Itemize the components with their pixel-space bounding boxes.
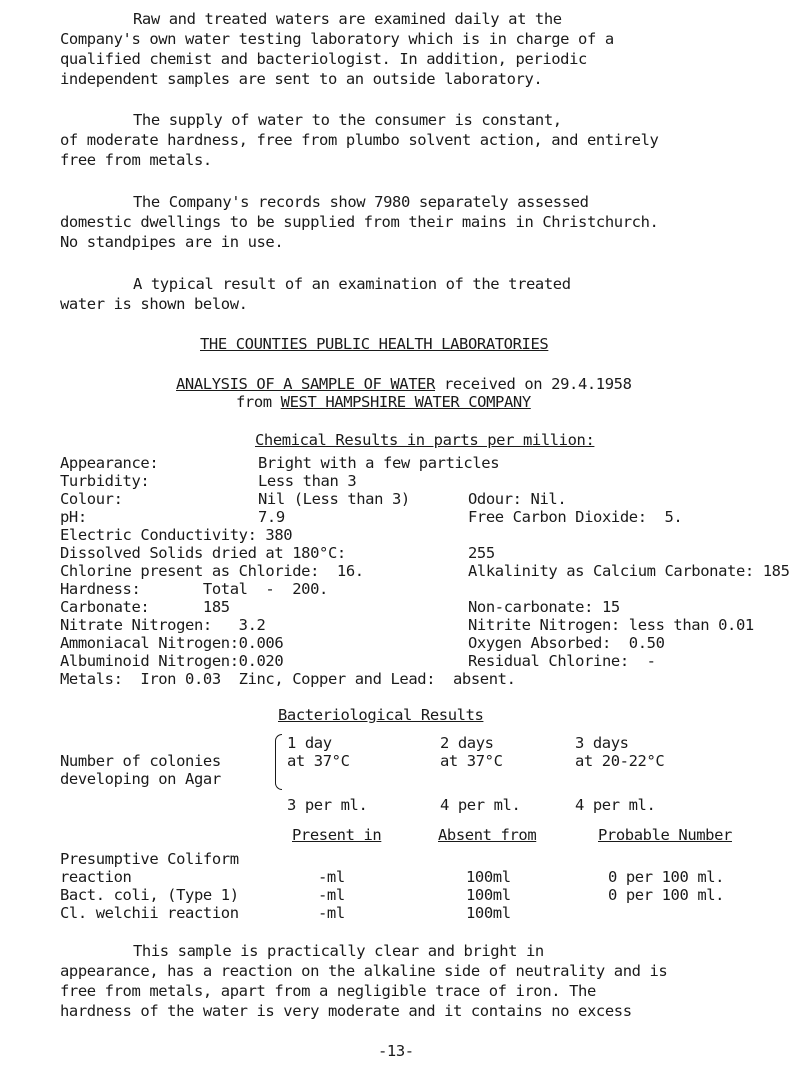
ammoniacal: Ammoniacal Nitrogen:0.006: [60, 634, 284, 652]
header-probable: Probable Number: [598, 826, 732, 844]
row2-probable: 0 per 100 ml.: [608, 886, 725, 904]
received-date: received on 29.4.1958: [435, 375, 632, 393]
nitrate: Nitrate Nitrogen: 3.2: [60, 616, 266, 634]
dissolved-solids-value: 255: [468, 544, 495, 562]
colonies-label-1: Number of colonies: [60, 752, 221, 770]
free-co2: Free Carbon Dioxide: 5.: [468, 508, 683, 526]
header-absent: Absent from: [438, 826, 537, 844]
header-present: Present in: [292, 826, 382, 844]
closing-line3: free from metals, apart from a negligible trace of iron. The: [60, 982, 596, 1000]
closing-line2: appearance, has a reaction on the alkaline side of neutrality and is: [60, 962, 668, 980]
turbidity-label: Turbidity:: [60, 472, 150, 490]
col2-temp: at 37°C: [440, 752, 503, 770]
col3-temp: at 20-22°C: [575, 752, 665, 770]
col3-period: 3 days: [575, 734, 629, 752]
metals: Metals: Iron 0.03 Zinc, Copper and Lead: absent.: [60, 670, 516, 688]
conductivity: Electric Conductivity: 380: [60, 526, 293, 544]
col2-count: 4 per ml.: [440, 796, 521, 814]
intro-p4-line2: water is shown below.: [60, 295, 248, 313]
from-prefix: from: [236, 393, 281, 411]
from-line: [236, 393, 531, 411]
nitrite: Nitrite Nitrogen: less than 0.01: [468, 616, 754, 634]
row1-present: -ml: [318, 868, 345, 886]
col1-period: 1 day: [287, 734, 332, 752]
oxygen-absorbed: Oxygen Absorbed: 0.50: [468, 634, 665, 652]
ph-value: 7.9: [258, 508, 285, 526]
intro-p2-line3: free from metals.: [60, 151, 212, 169]
intro-p4-line1: A typical result of an examination of the treated: [133, 275, 571, 293]
brace: [275, 734, 282, 790]
row1-label2: reaction: [60, 868, 132, 886]
colonies-label-2: developing on Agar: [60, 770, 221, 788]
intro-p1-line3: qualified chemist and bacteriologist. In addition, periodic: [60, 50, 587, 68]
closing-line4: hardness of the water is very moderate and it contains no excess: [60, 1002, 632, 1020]
intro-p1-line1: Raw and treated waters are examined daily at the: [133, 10, 562, 28]
row1-absent: 100ml: [466, 868, 511, 886]
intro-p2-line2: of moderate hardness, free from plumbo solvent action, and entirely: [60, 131, 659, 149]
analysis-prefix: ANALYSIS OF A SAMPLE OF WATER: [176, 375, 436, 393]
analysis-line: [176, 375, 632, 393]
intro-p3-line1: The Company's records show 7980 separately assessed: [133, 193, 589, 211]
row2-absent: 100ml: [466, 886, 511, 904]
row1-probable: 0 per 100 ml.: [608, 868, 725, 886]
intro-p2-line1: The supply of water to the consumer is constant,: [133, 111, 562, 129]
intro-p3-line3: No standpipes are in use.: [60, 233, 284, 251]
hardness: Hardness: Total - 200.: [60, 580, 328, 598]
from-company: WEST HAMPSHIRE WATER COMPANY: [280, 393, 531, 411]
colour-value: Nil (Less than 3): [258, 490, 410, 508]
intro-p1-line4: independent samples are sent to an outside laboratory.: [60, 70, 543, 88]
intro-p1-line2: Company's own water testing laboratory which is in charge of a: [60, 30, 614, 48]
chlorine: Chlorine present as Chloride: 16.: [60, 562, 364, 580]
colour-label: Colour:: [60, 490, 123, 508]
alkalinity: Alkalinity as Calcium Carbonate: 185: [468, 562, 790, 580]
turbidity-value: Less than 3: [258, 472, 357, 490]
row3-present: -ml: [318, 904, 345, 922]
non-carbonate: Non-carbonate: 15: [468, 598, 620, 616]
chemical-heading: Chemical Results in parts per million:: [255, 431, 595, 449]
ph-label: pH:: [60, 508, 87, 526]
appearance-label: Appearance:: [60, 454, 159, 472]
dissolved-solids: Dissolved Solids dried at 180°C:: [60, 544, 346, 562]
row3-label1: Cl. welchii reaction: [60, 904, 239, 922]
row2-label1: Bact. coli, (Type 1): [60, 886, 239, 904]
residual-chlorine: Residual Chlorine: -: [468, 652, 656, 670]
intro-p3-line2: domestic dwellings to be supplied from their mains in Christchurch.: [60, 213, 659, 231]
col2-period: 2 days: [440, 734, 494, 752]
col3-count: 4 per ml.: [575, 796, 656, 814]
albuminoid: Albuminoid Nitrogen:0.020: [60, 652, 284, 670]
col1-temp: at 37°C: [287, 752, 350, 770]
lab-name: THE COUNTIES PUBLIC HEALTH LABORATORIES: [200, 335, 549, 353]
odour: Odour: Nil.: [468, 490, 567, 508]
closing-line1: This sample is practically clear and bright in: [133, 942, 544, 960]
col1-count: 3 per ml.: [287, 796, 368, 814]
page-number: -13-: [378, 1042, 414, 1060]
row3-absent: 100ml: [466, 904, 511, 922]
appearance-value: Bright with a few particles: [258, 454, 500, 472]
bacteriological-heading: Bacteriological Results: [278, 706, 484, 724]
row2-present: -ml: [318, 886, 345, 904]
carbonate: Carbonate: 185: [60, 598, 230, 616]
row1-label1: Presumptive Coliform: [60, 850, 239, 868]
